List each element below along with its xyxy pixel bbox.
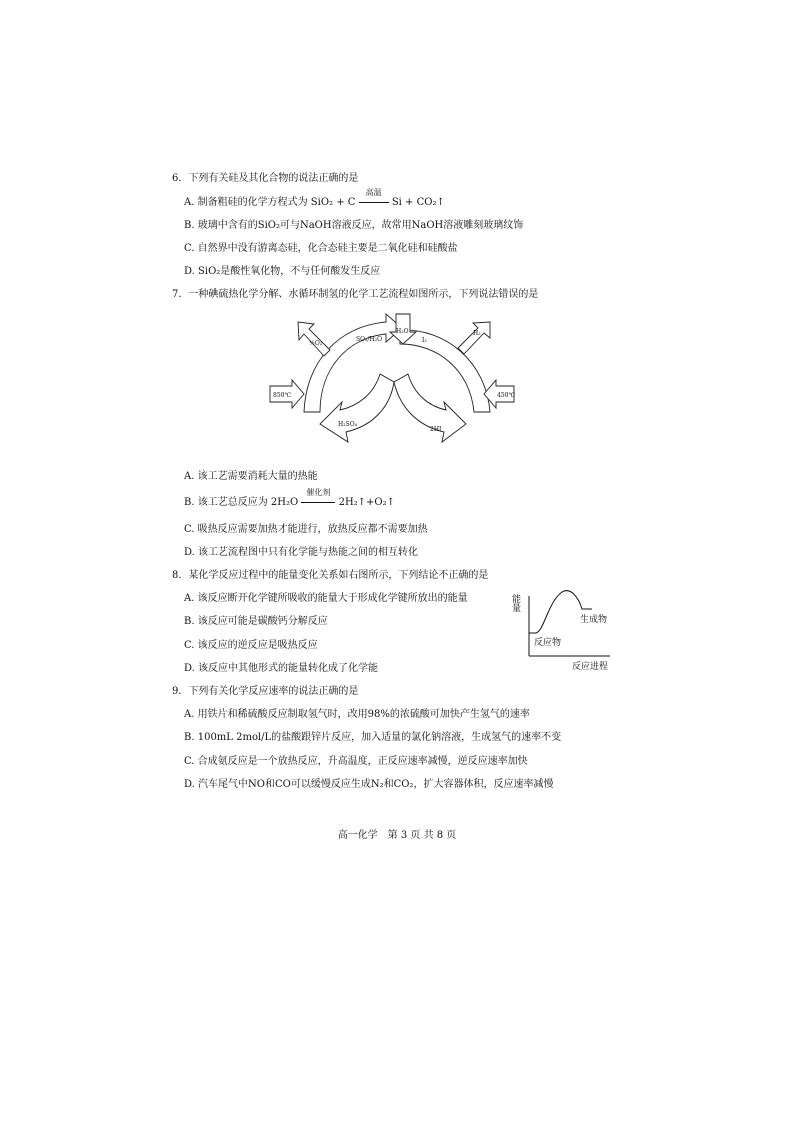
option-text: 该工艺需要消耗大量的热能 — [197, 471, 318, 482]
option-letter: C. — [184, 524, 195, 535]
option-letter: D. — [184, 547, 195, 558]
question-9-option-d — [184, 778, 553, 792]
option-text: 该工艺总反应为 — [197, 497, 268, 508]
question-9-stem: 9．下列有关化学反应速率的说法正确的是 — [172, 686, 359, 697]
option-letter: B. — [184, 497, 195, 508]
question-6-option-a — [184, 188, 445, 210]
question-7-option-a — [184, 470, 318, 484]
o2-label: ½O₂ — [309, 340, 323, 347]
question-8-option-a — [184, 592, 468, 606]
reaction-condition: 催化剂 — [306, 488, 331, 497]
option-text: 自然界中没有游离态硅，化合态硅主要是二氧化硅和硅酸盐 — [197, 243, 458, 254]
option-letter: C. — [184, 756, 195, 767]
option-text: 汽车尾气中NO和CO可以缓慢反应生成N₂和CO₂，扩大容器体积，反应速率减慢 — [198, 779, 554, 790]
h2so4-arrow — [320, 374, 394, 442]
option-text: 该反应中其他形式的能量转化成了化学能 — [198, 663, 379, 674]
option-letter: A. — [184, 709, 195, 720]
question-6-stem: 6．下列有关硅及其化合物的说法正确的是 — [172, 173, 359, 184]
option-letter: B. — [184, 732, 195, 743]
question-7-option-b — [184, 488, 396, 510]
so2-h2o-label: SO₂/H₂O — [356, 336, 383, 343]
option-text: 吸热反应需要加热才能进行，放热反应都不需要加热 — [197, 524, 428, 535]
reactant-label: 反应物 — [534, 638, 562, 648]
option-text: 合成氨反应是一个放热反应，升高温度，正反应速率减慢，逆反应速率加快 — [197, 756, 528, 767]
option-letter: D. — [184, 663, 195, 674]
option-text: 该反应断开化学键所吸收的能量大于形成化学键所放出的能量 — [197, 593, 468, 604]
option-text: 100mL 2mol/L的盐酸跟锌片反应，加入适量的氯化钠溶液，生成氢气的速率不变 — [197, 732, 562, 743]
option-letter: A. — [184, 471, 195, 482]
option-text: 该反应的逆反应是吸热反应 — [197, 640, 318, 651]
h2so4-label: H₂SO₄ — [338, 421, 358, 428]
temp-850-label: 850℃ — [273, 392, 292, 399]
page-footer: 高一化学 第 3 页 共 8 页 — [337, 830, 457, 841]
equation-right: Si + CO₂↑ — [391, 197, 445, 208]
question-7-option-d — [184, 546, 418, 560]
question-8-option-b — [184, 615, 328, 629]
option-letter: D. — [184, 779, 195, 790]
option-letter: D. — [184, 266, 195, 277]
option-letter: B. — [184, 220, 195, 231]
y-axis-label-1: 能量 — [510, 594, 520, 612]
question-6-option-c — [184, 242, 458, 256]
question-9-option-a — [184, 708, 530, 722]
question-9-option-b — [184, 731, 561, 745]
question-8-option-c — [184, 639, 318, 653]
product-label: 生成物 — [580, 615, 608, 625]
h2-label: H₂ — [473, 330, 481, 337]
option-text: 该反应可能是碳酸钙分解反应 — [197, 616, 328, 627]
temp-450-label: 450℃ — [497, 392, 516, 399]
question-8-stem: 8．某化学反应过程中的能量变化关系如右图所示，下列结论不正确的是 — [172, 570, 489, 581]
energy-profile-diagram — [510, 582, 614, 674]
i2-label: I₂ — [422, 337, 427, 344]
equation-arrow — [301, 488, 335, 510]
question-6-option-d — [184, 265, 380, 279]
energy-curve — [529, 591, 592, 633]
h2o-label: H₂O — [396, 328, 409, 335]
option-text: 该工艺流程图中只有化学能与热能之间的相互转化 — [198, 547, 419, 558]
equation-right: 2H₂↑+O₂↑ — [338, 497, 396, 508]
question-7-stem: 7．一种碘硫热化学分解、水循环制氢的化学工艺流程如图所示，下列说法错误的是 — [172, 289, 539, 300]
option-letter: A. — [184, 197, 195, 208]
option-text: 用铁片和稀硫酸反应制取氢气时，改用98%的浓硫酸可加快产生氢气的速率 — [197, 709, 530, 720]
option-letter: A. — [184, 593, 195, 604]
iodine-sulfur-cycle-diagram — [268, 312, 518, 460]
equation-left: 2H₂O — [270, 497, 299, 508]
equation-arrow — [359, 188, 389, 210]
o2-arrow — [298, 322, 330, 356]
h2-arrow — [458, 322, 490, 354]
hi-label: 2HI — [430, 426, 442, 433]
option-text: 制备粗硅的化学方程式为 — [197, 197, 308, 208]
option-letter: C. — [184, 243, 195, 254]
option-text: 玻璃中含有的SiO₂可与NaOH溶液反应，故常用NaOH溶液雕刻玻璃纹饰 — [197, 220, 524, 231]
option-letter: B. — [184, 616, 195, 627]
option-letter: C. — [184, 640, 195, 651]
x-axis-label: 反应进程 — [572, 662, 609, 672]
reaction-condition: 高温 — [365, 188, 382, 197]
question-8-option-d — [184, 662, 378, 676]
question-7-option-c — [184, 523, 428, 537]
question-9-option-c — [184, 755, 528, 769]
equation-left: SiO₂ + C — [310, 197, 356, 208]
question-6-option-b — [184, 219, 523, 233]
option-text: SiO₂是酸性氧化物，不与任何酸发生反应 — [198, 266, 381, 277]
